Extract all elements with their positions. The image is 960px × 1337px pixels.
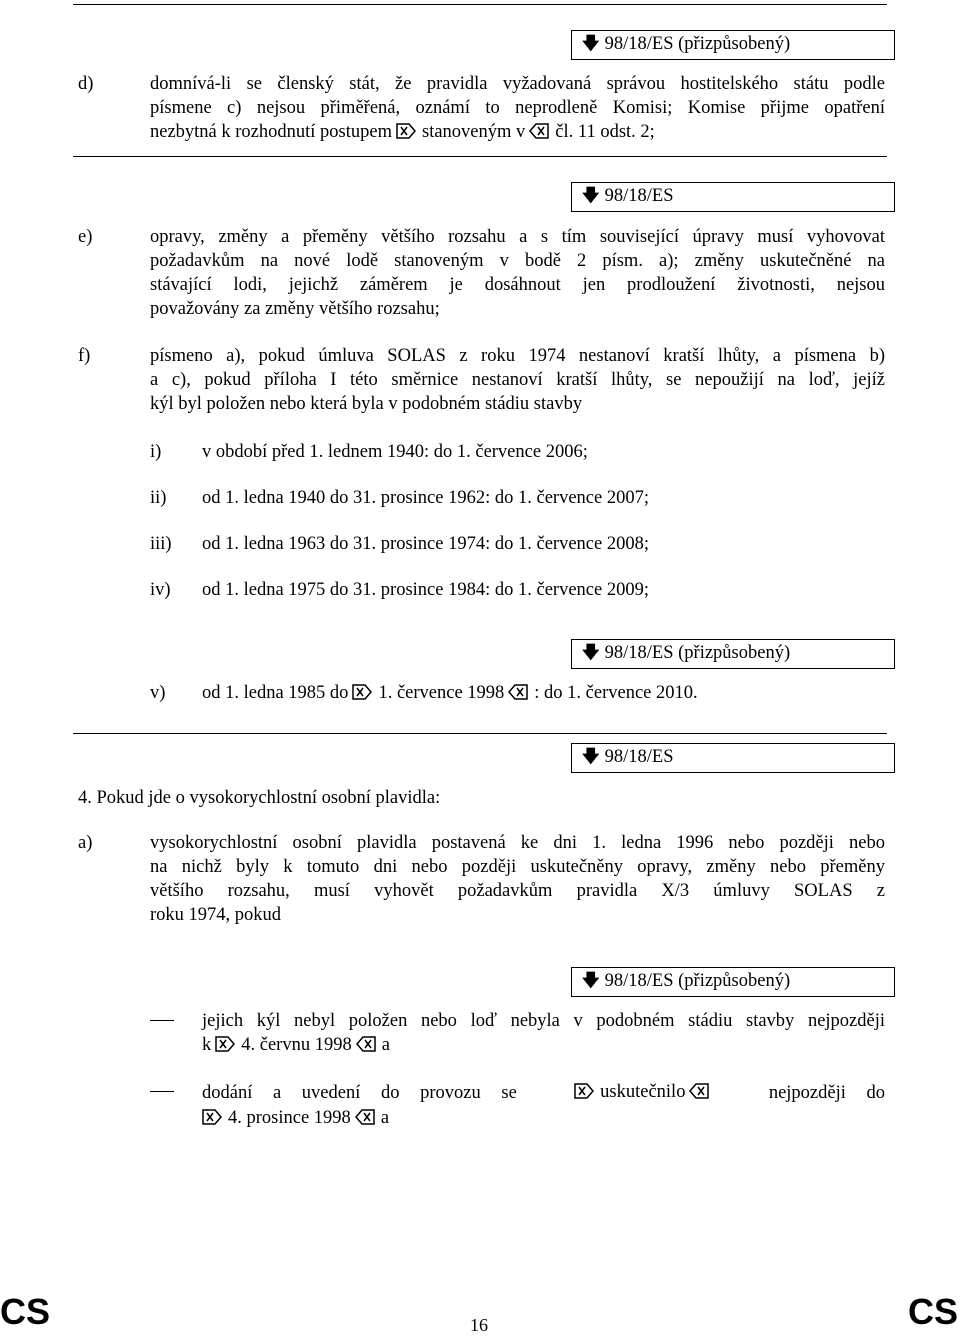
section-4-heading: 4. Pokud jde o vysokorychlostní osobní plavidla: xyxy=(78,788,441,808)
insertion-end-icon xyxy=(508,683,528,707)
source-tag-text: 98/18/ES xyxy=(604,186,674,206)
top-rule xyxy=(73,4,887,5)
subitem-v-text: od 1. ledna 1985 do 1. července 1998 : do 1. července 2010. xyxy=(202,681,698,707)
item-d-label: d) xyxy=(78,74,94,94)
dash-item-text: jejich kýl nebyl položen nebo loď nebyla v podobném stádiu stavby nejpozději k 4. červnu 1998 a xyxy=(202,1009,885,1059)
source-tag-text: 98/18/ES (přizpůsobený) xyxy=(604,971,791,991)
down-arrow-icon: 🡇 xyxy=(582,971,600,991)
insertion-end-icon xyxy=(355,1108,375,1132)
source-tag-box xyxy=(571,639,895,669)
down-arrow-icon: 🡇 xyxy=(582,34,600,54)
language-code-right: CS xyxy=(907,1291,958,1332)
item-a-text: vysokorychlostní osobní plavidla postavená ke dni 1. ledna 1996 nebo později nebo na nichž byly k tomuto dni nebo později uskutečněny opravy, změny nebo přeměny většího rozsahu, musí vyhovět požadavkům pravidla X/3 úmluvy SOLAS z roku 1974, pokud xyxy=(150,833,885,925)
source-tag-text: 98/18/ES xyxy=(604,747,674,767)
language-code-left: CS xyxy=(0,1291,51,1332)
section-rule xyxy=(73,156,887,157)
source-tag-text: 98/18/ES (přizpůsobený) xyxy=(604,34,791,54)
subitem-label: iv) xyxy=(150,580,171,600)
subitem-label: i) xyxy=(150,442,162,462)
insertion-start-icon xyxy=(202,1108,222,1132)
insertion-start-icon xyxy=(215,1035,235,1059)
down-arrow-icon: 🡇 xyxy=(582,747,600,767)
subitem-text: od 1. ledna 1940 do 31. prosince 1962: do 1. července 2007; xyxy=(202,488,649,508)
dash-item-text: dodání a uvedení do provozu se uskutečnilo nejpozději do 4. prosince 1998 a xyxy=(202,1080,885,1132)
down-arrow-icon: 🡇 xyxy=(582,643,600,663)
insertion-start-icon xyxy=(352,683,372,707)
source-tag-box xyxy=(571,967,895,997)
item-d-text: domnívá-li se členský stát, že pravidla vyžadovaná správou hostitelského státu podle písmene c) nejsou přiměřená, oznámí to neprodleně Komisi; Komise přijme opatření nezbytná k rozhodnutí postupem stanoveným v čl. 11 odst. 2; xyxy=(150,72,885,146)
section-rule xyxy=(73,733,887,734)
insertion-end-icon xyxy=(356,1035,376,1059)
item-e-label: e) xyxy=(78,227,93,247)
page-number: 16 xyxy=(470,1315,488,1335)
subitem-label: iii) xyxy=(150,534,172,554)
item-e-text: opravy, změny a přeměny většího rozsahu a s tím související úpravy musí vyhovovat požadavkům na nové lodě stanoveným v bodě 2 písm. a); změny uskutečněné na stávající lodi, jejichž záměrem je dosáhnout jen prodloužení životnosti, nejsou považovány za změny většího rozsahu; xyxy=(150,227,885,319)
subitem-text: v období před 1. lednem 1940: do 1. července 2006; xyxy=(202,442,588,462)
insertion-start-icon xyxy=(396,122,416,146)
item-f-label: f) xyxy=(78,346,91,366)
subitem-text: od 1. ledna 1963 do 31. prosince 1974: do 1. července 2008; xyxy=(202,534,649,554)
item-a-label: a) xyxy=(78,833,93,853)
subitem-label: v) xyxy=(150,683,166,703)
source-tag-box xyxy=(571,182,895,212)
subitem-label: ii) xyxy=(150,488,167,508)
item-f-text: písmeno a), pokud úmluva SOLAS z roku 1974 nestanoví kratší lhůty, a písmena b) a c), pokud příloha I této směrnice nestanoví kratší lhůty, se nepoužijí na loď, jejíž kýl byl položen nebo která byla v podobném stádiu stavby xyxy=(150,346,885,414)
insertion-end-icon xyxy=(529,122,549,146)
down-arrow-icon: 🡇 xyxy=(582,186,600,206)
dash-bullet xyxy=(150,1091,174,1092)
dash-bullet xyxy=(150,1020,174,1021)
source-tag-box xyxy=(571,743,895,773)
subitem-text: od 1. ledna 1975 do 31. prosince 1984: do 1. července 2009; xyxy=(202,580,649,600)
insertion-start-icon xyxy=(574,1082,594,1106)
insertion-end-icon xyxy=(689,1082,709,1106)
source-tag-box xyxy=(571,30,895,60)
source-tag-text: 98/18/ES (přizpůsobený) xyxy=(604,643,791,663)
